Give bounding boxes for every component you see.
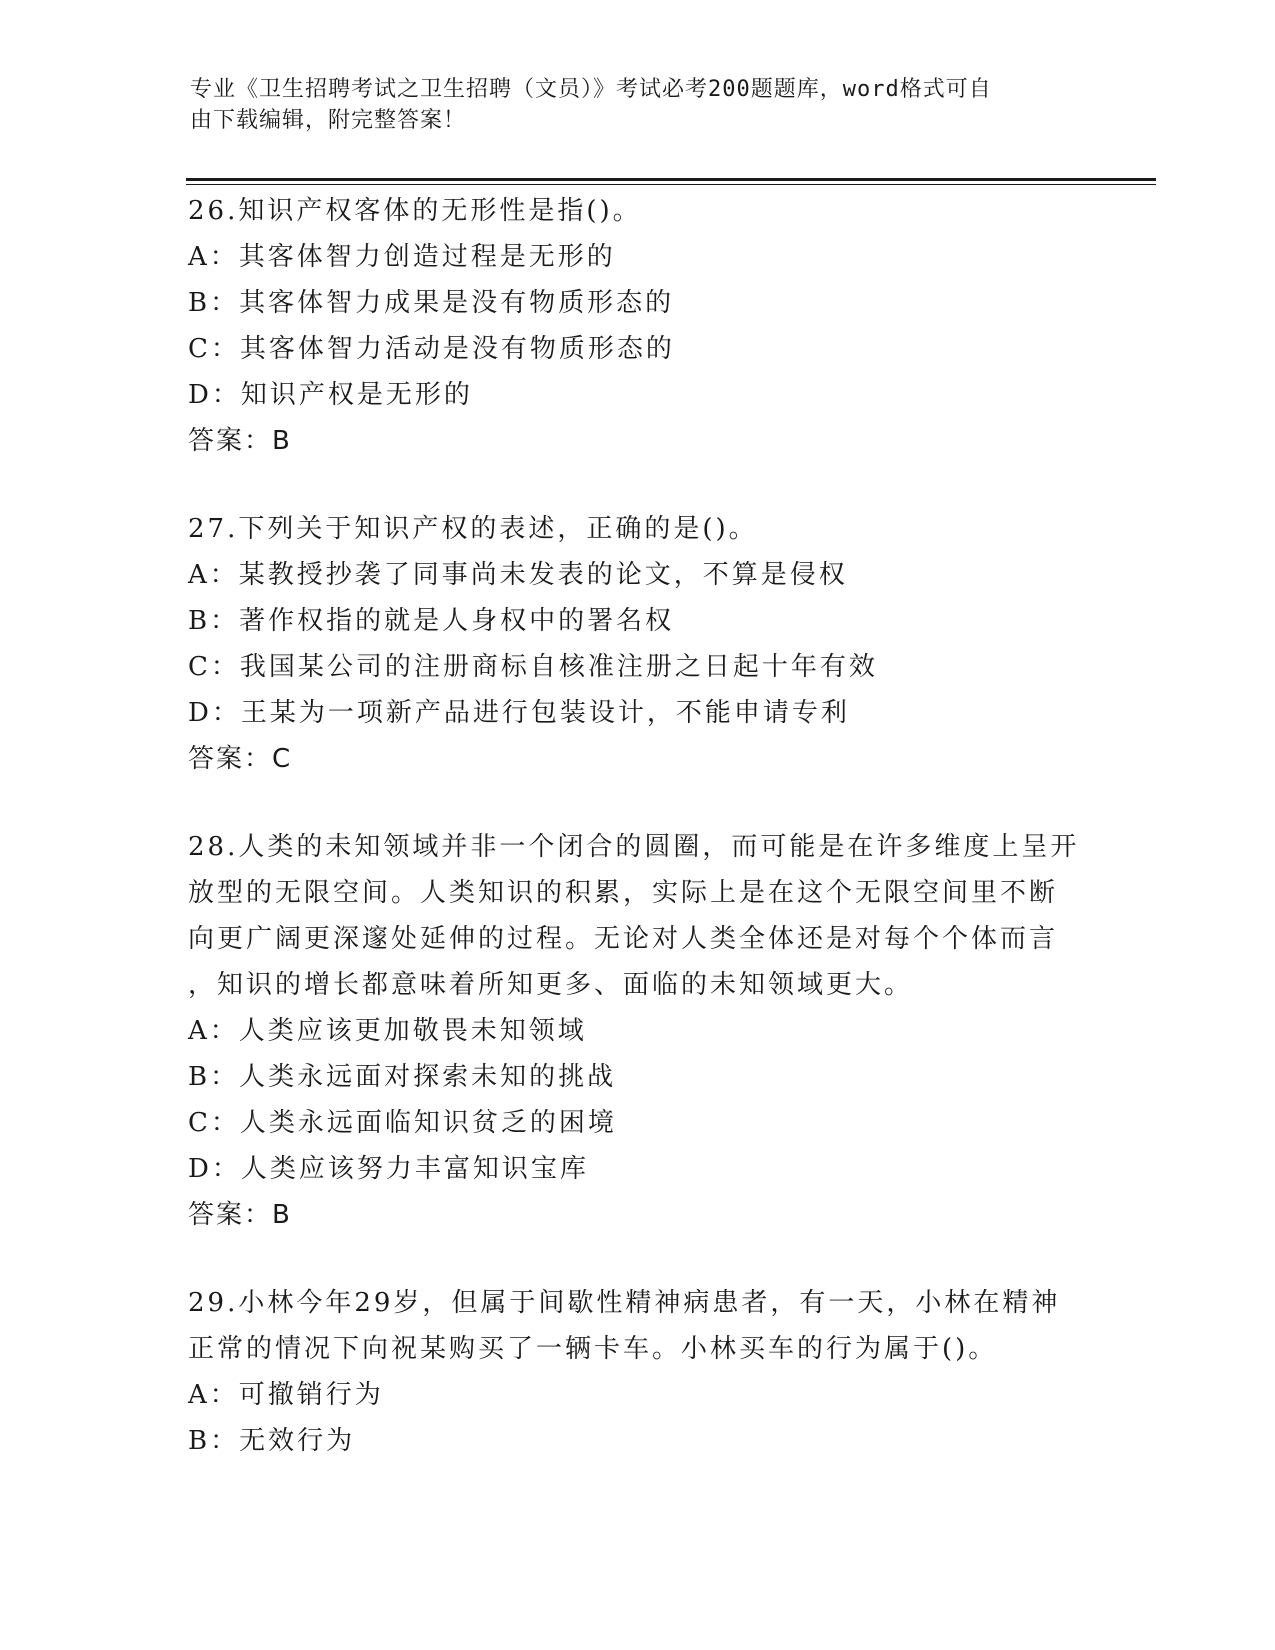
option-a: A：其客体智力创造过程是无形的 bbox=[188, 242, 616, 272]
question-stem-line-1: 28.人类的未知领域并非一个闭合的圆圈，而可能是在许多维度上呈开 bbox=[188, 832, 1080, 862]
question-stem: 26.知识产权客体的无形性是指()。 bbox=[188, 196, 642, 226]
option-b: B：无效行为 bbox=[188, 1426, 356, 1456]
question-28 bbox=[188, 824, 1088, 1238]
option-b: B：著作权指的就是人身权中的署名权 bbox=[188, 606, 675, 636]
header-line-1: 专业《卫生招聘考试之卫生招聘（文员）》考试必考200题题库，word格式可自 bbox=[190, 77, 992, 102]
question-stem-line-4: ，知识的增长都意味着所知更多、面临的未知领域更大。 bbox=[188, 970, 914, 1000]
question-29 bbox=[188, 1280, 1088, 1464]
header-line-2: 由下载编辑，附完整答案！ bbox=[190, 108, 467, 133]
answer: 答案：B bbox=[188, 426, 292, 456]
option-d: D：王某为一项新产品进行包装设计，不能申请专利 bbox=[188, 698, 850, 728]
question-list bbox=[188, 188, 1088, 1506]
option-b: B：其客体智力成果是没有物质形态的 bbox=[188, 288, 675, 318]
header-rule-thin bbox=[186, 184, 1156, 185]
question-stem-line-3: 向更广阔更深邃处延伸的过程。无论对人类全体还是对每个个体而言 bbox=[188, 924, 1059, 954]
question-26 bbox=[188, 188, 1088, 464]
option-a: A：可撤销行为 bbox=[188, 1380, 384, 1410]
question-27 bbox=[188, 506, 1088, 782]
question-stem-line-2: 正常的情况下向祝某购买了一辆卡车。小林买车的行为属于()。 bbox=[188, 1334, 998, 1364]
option-d: D：知识产权是无形的 bbox=[188, 380, 473, 410]
option-c: C：人类永远面临知识贫乏的困境 bbox=[188, 1108, 617, 1138]
header-rule-thick bbox=[186, 178, 1156, 181]
option-c: C：其客体智力活动是没有物质形态的 bbox=[188, 334, 675, 364]
option-a: A：某教授抄袭了同事尚未发表的论文，不算是侵权 bbox=[188, 560, 848, 590]
option-a: A：人类应该更加敬畏未知领域 bbox=[188, 1016, 587, 1046]
answer: 答案：C bbox=[188, 744, 293, 774]
question-stem-line-1: 29.小林今年29岁，但属于间歇性精神病患者，有一天，小林在精神 bbox=[188, 1288, 1061, 1318]
question-stem: 27.下列关于知识产权的表述，正确的是()。 bbox=[188, 514, 758, 544]
document-header bbox=[190, 74, 1070, 136]
option-b: B：人类永远面对探索未知的挑战 bbox=[188, 1062, 617, 1092]
question-stem-line-2: 放型的无限空间。人类知识的积累，实际上是在这个无限空间里不断 bbox=[188, 878, 1059, 908]
answer: 答案：B bbox=[188, 1200, 292, 1230]
option-d: D：人类应该努力丰富知识宝库 bbox=[188, 1154, 589, 1184]
option-c: C：我国某公司的注册商标自核准注册之日起十年有效 bbox=[188, 652, 878, 682]
